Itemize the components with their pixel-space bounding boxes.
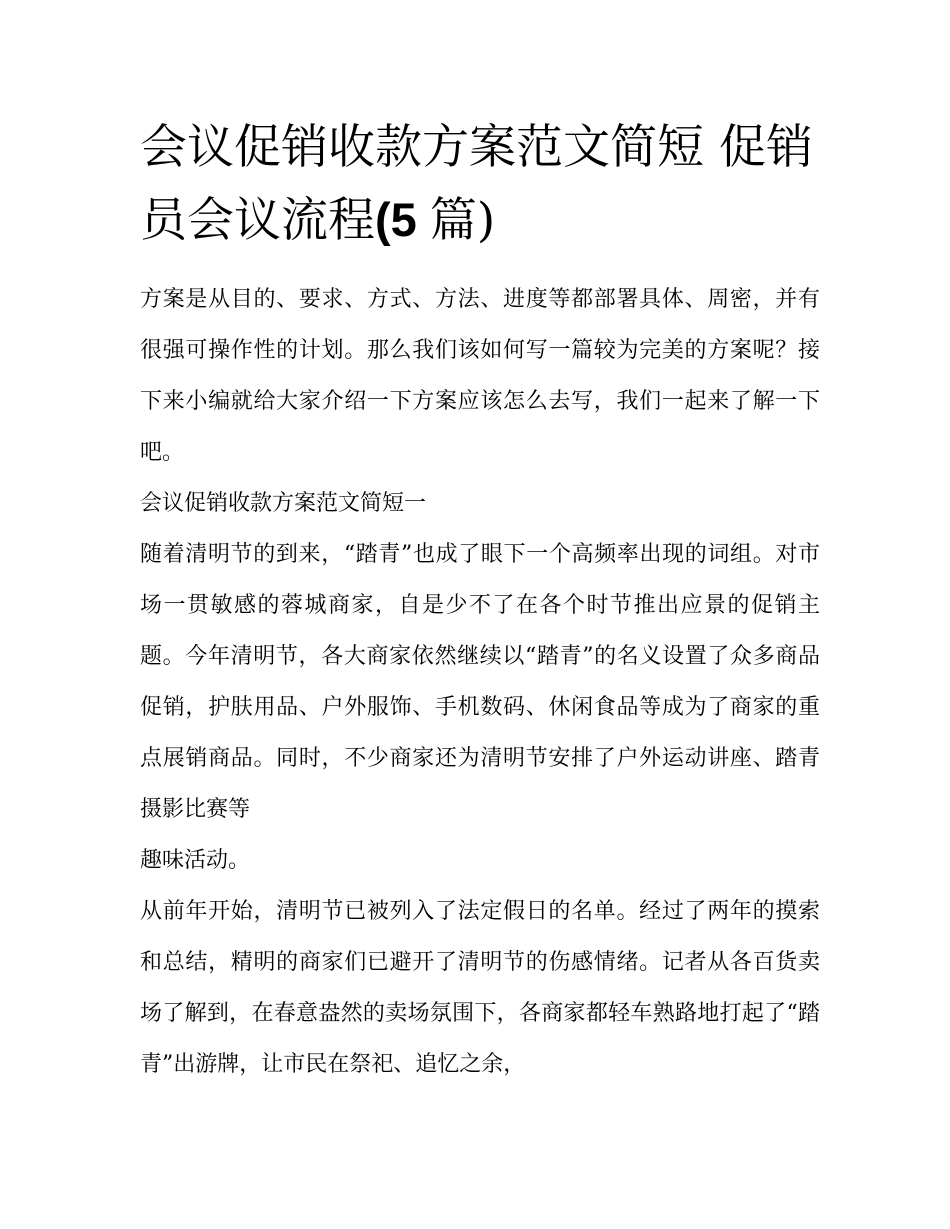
body-paragraph: 从前年开始，清明节已被列入了法定假日的名单。经过了两年的摸索和总结，精明的商家们已避开了清明节的伤感情绪。记者从各百货卖场了解到，在春意盎然的卖场氛围下，各商家都轻车熟路地打起了“踏青”出游牌，让市民在祭祀、追忆之余， [140, 899, 820, 1077]
document-title [140, 112, 830, 257]
body-paragraph: 趣味活动。 [140, 848, 251, 873]
title-end: 篇) [429, 193, 496, 248]
intro-paragraph: 方案是从目的、要求、方式、方法、进度等都部署具体、周密，并有很强可操作性的计划。那么我们该如何写一篇较为完美的方案呢？接下来小编就给大家介绍一下方案应该怎么去写，我们一起来了解一下吧。 [140, 287, 820, 465]
title-count: (5 [375, 193, 430, 246]
title-main: 会议促销收款方案范文简短 促销员会议流程 [140, 120, 813, 248]
document-body [140, 274, 820, 1090]
section-heading: 会议促销收款方案范文简短一 [140, 491, 427, 516]
body-paragraph: 随着清明节的到来，“踏青”也成了眼下一个高频率出现的词组。对市场一贯敏感的蓉城商家，自是少不了在各个时节推出应景的促销主题。今年清明节，各大商家依然继续以“踏青”的名义设置了众多商品促销，护肤用品、户外服饰、手机数码、休闲食品等成为了商家的重点展销商品。同时，不少商家还为清明节安排了户外运动讲座、踏青摄影比赛等 [140, 542, 820, 822]
